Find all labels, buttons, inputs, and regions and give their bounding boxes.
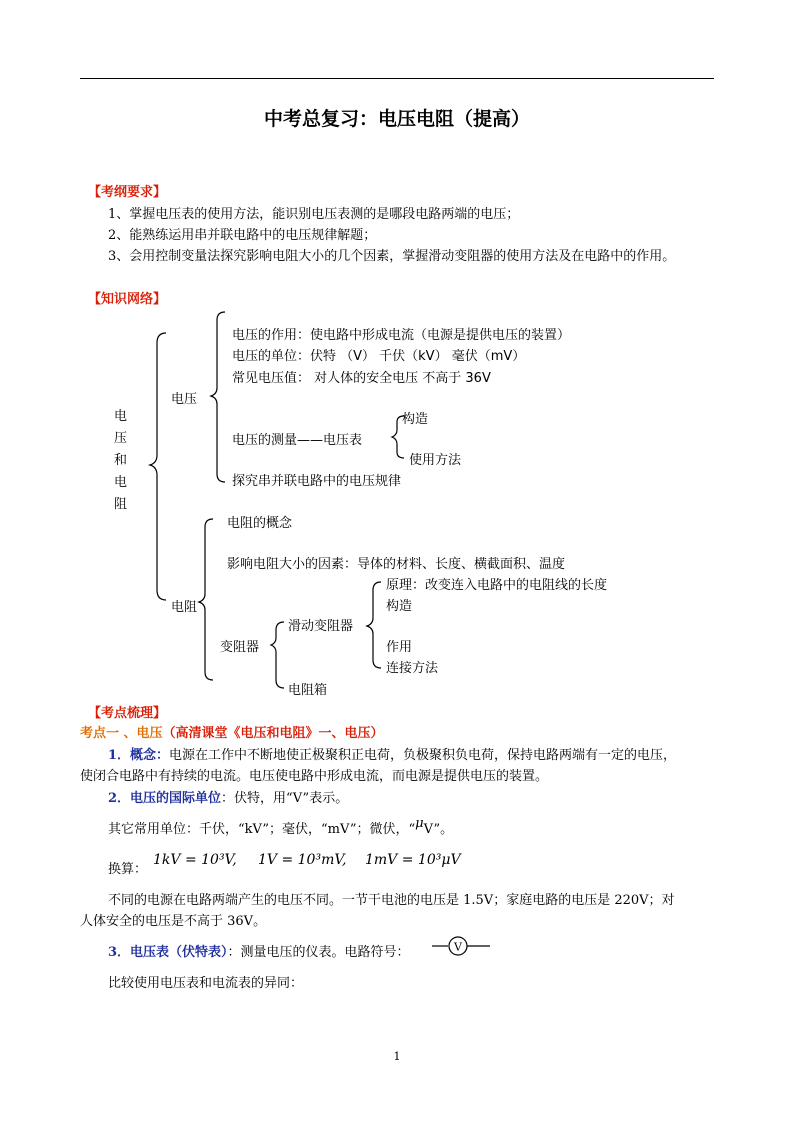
root-brace — [150, 333, 166, 600]
convert-formula-3: 1mV = 10³μV — [365, 852, 461, 868]
tree-rheostat-type: 滑动变阻器 — [288, 619, 354, 634]
requirement-item: 1、掌握电压表的使用方法，能识别电压表测的是哪段电路两端的电压； — [108, 207, 520, 222]
tree-resistance-item: 影响电阻大小的因素：导体的材料、长度、横截面积、温度 — [227, 557, 566, 572]
requirements-heading: 【考纲要求】 — [88, 185, 167, 200]
tree-slide-sub: 构造 — [386, 599, 413, 614]
tree-voltage-label: 电压 — [171, 392, 198, 407]
voltage-brace — [211, 312, 225, 482]
mu-symbol: μ — [415, 816, 424, 831]
page-title: 中考总复习：电压电阻（提高） — [263, 108, 530, 130]
resistance-brace — [199, 519, 213, 680]
slide-brace — [367, 582, 381, 668]
meter-line: 3．电压表（伏特表）：测量电压的仪表。电路符号： — [108, 945, 410, 960]
voltmeter-symbol — [432, 934, 492, 958]
diff-line: 不同的电源在电路两端产生的电压不同。一节干电池的电压是 1.5V；家庭电路的电压是 220V；对 — [108, 893, 675, 908]
convert-formula-2: 1V = 10³mV, — [258, 852, 347, 868]
rheostat-brace — [271, 622, 284, 688]
requirement-item: 2、能熟练运用串并联电路中的电压规律解题； — [108, 228, 377, 243]
unit-line: 2．电压的国际单位：伏特，用“V”表示。 — [108, 791, 349, 806]
tree-meter-sub: 构造 — [402, 412, 429, 427]
tree-voltage-item: 常见电压值： 对人体的安全电压 不高于 36V — [232, 371, 491, 386]
point1-reference: （高清课堂《电压和电阻》一、电压） — [162, 726, 384, 741]
tree-slide-sub: 连接方法 — [386, 661, 439, 676]
tree-voltage-item: 电压的测量——电压表 — [232, 433, 363, 448]
tree-voltage-item: 探究串并联电路中的电压规律 — [232, 474, 402, 489]
tree-voltage-item: 电压的作用：使电路中形成电流（电源是提供电压的装置） — [232, 328, 571, 343]
tree-resistance-item: 电阻的概念 — [227, 516, 293, 531]
concept-label: 1．概念： — [108, 748, 170, 763]
voltmeter-letter: V — [454, 940, 462, 954]
tree-voltage-item: 电压的单位：伏特 （V） 千伏（kV） 毫伏（mV） — [232, 349, 526, 364]
tree-slide-sub: 原理：改变连入电路中的电阻线的长度 — [386, 578, 608, 593]
tree-root-label: 电压和电阻 — [114, 409, 128, 512]
points-heading: 【考点梳理】 — [88, 706, 167, 721]
diff-line2: 人体安全的电压是不高于 36V。 — [80, 914, 267, 929]
tree-rheostat-type: 电阻箱 — [288, 683, 328, 698]
tree-slide-sub: 作用 — [386, 640, 413, 655]
point1-heading — [80, 722, 384, 741]
meter-label: 3．电压表（伏特表） — [108, 945, 228, 960]
tree-resistance-item: 变阻器 — [220, 640, 260, 655]
other-units-line: 其它常用单位：千伏，“kV”；毫伏，“mV”；微伏，“μV”。 — [108, 816, 454, 837]
convert-formula-1: 1kV = 10³V, — [153, 852, 237, 868]
compare-line: 比较使用电压表和电流表的异同： — [108, 976, 304, 991]
page-number: 1 — [393, 1050, 401, 1063]
requirement-item: 3、会用控制变量法探究影响电阻大小的几个因素，掌握滑动变阻器的使用方法及在电路中的作用。 — [108, 249, 676, 264]
tree-resistance-label: 电阻 — [171, 600, 198, 615]
unit-label: 2．电压的国际单位 — [108, 791, 222, 806]
convert-label: 换算： — [108, 862, 148, 877]
tree-meter-sub: 使用方法 — [409, 453, 462, 468]
concept-line2: 使闭合电路中有持续的电流。电压使电路中形成电流，而电源是提供电压的装置。 — [80, 769, 549, 784]
concept-line: 1．概念：电源在工作中不断地使正极聚积正电荷，负极聚积负电荷，保持电路两端有一定的电压， — [108, 748, 677, 763]
point1-title: 考点一 、电压 — [80, 726, 163, 741]
network-heading: 【知识网络】 — [88, 292, 167, 307]
